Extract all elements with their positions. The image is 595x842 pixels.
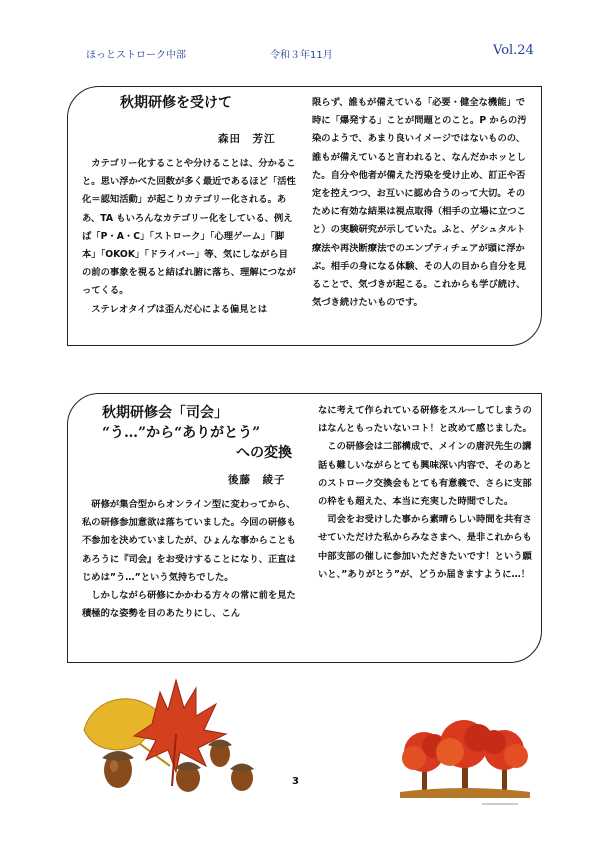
- page-header: [0, 38, 595, 62]
- acorn-icon: [208, 740, 232, 768]
- page-number: 3: [292, 776, 299, 787]
- article-1-left-para-2: ステレオタイプは歪んだ心による偏見とは: [91, 303, 268, 315]
- article-1-right-column: [312, 94, 530, 312]
- article-2-title-line-3: への変換: [236, 445, 292, 461]
- article-2-box: [67, 393, 542, 663]
- article-2-right-para-3: 司会をお受けした事から素晴らしい時間を共有させていただけた私からみなさまへ、是非これからも中部支部の催しに参加いただきたいです！という願いと、”ありがとう”が、どうか届きますように…！: [318, 514, 532, 580]
- article-2-right-column: [318, 402, 532, 584]
- article-2-author: 後藤 綾子: [228, 474, 286, 486]
- red-tree-icon: [482, 730, 528, 790]
- header-org: ほっとストローク中部: [86, 50, 186, 61]
- article-1-box: [67, 86, 542, 346]
- article-1-right-para-1: 限らず、誰もが備えている「必要・健全な機能」で時に「爆発する」ことが問題とのこと。P からの汚染のようで、あまり良いイメージではないものの、誰もが備えていると言われると、なんだかホッとした。自分や他者が備えた汚染を受け止め、訂正や否定を控えつつ、お互いに認め合うのって大切。そのために有効な結果は視点取得（相手の立場に立つこと）の実験研究が示していた。ふと、ゲシュタルト療法や再決断療法でのエンプティチェアが頭に浮かぶ。相手の身になる体験、その人の目から自分を見ることで、気づきが起こる。これからも学び続け、気づき続けたいものです。: [312, 97, 527, 309]
- header-date: 令和３年11月: [270, 50, 333, 61]
- header-volume: Vol.24: [493, 43, 534, 58]
- article-1-author: 森田 芳江: [218, 133, 276, 145]
- article-1-left-para-1: カテゴリー化することや分けることは、分かること。思い浮かべた回数が多く最近であるほど「活性化＝認知活動」が起こりカテゴリー化される。ああ、TA もいろんなカテゴリー化をしている、例えば「P・A・C」「ストローク」「心理ゲーム」「脚本」「OKOK」「ドライバー」等、気にしながら目の前の事象を視ると結ばれ腑に落ち、理解につながってくる。: [82, 158, 296, 297]
- autumn-leaves-acorns-illustration: [80, 674, 260, 794]
- article-1-title: 秋期研修を受けて: [120, 95, 232, 111]
- article-2-left-para-1: 研修が集合型からオンライン型に変わってから、私の研修参加意欲は落ちていました。今回の研修も不参加を決めていましたが、ひょんな事からこともあろうに『司会』をお受けすることになり、正直はじめは”う…”という気持ちでした。: [82, 499, 296, 583]
- article-2-right-para-1: なに考えて作られている研修をスルーしてしまうのはなんともったいないコト！と改めて感じました。: [318, 405, 532, 435]
- article-2-title-line-2: “う…”から“ありがとう”: [102, 425, 261, 441]
- article-2-left-para-2: しかしながら研修にかかわる方々の常に前を見た積極的な姿勢を目のあたりにし、こん: [82, 590, 296, 620]
- acorn-icon: [230, 764, 254, 792]
- article-2-left-column: [82, 496, 296, 623]
- acorn-icon: [102, 751, 134, 788]
- article-2-right-para-2: この研修会は二部構成で、メインの唐沢先生の講話も難しいながらとても興味深い内容で、そのあとのストローク交換会もとても有意義で、さらに支部の枠をも超えた、本当に充実した時間でした。: [318, 441, 532, 508]
- article-1-left-column: [82, 155, 296, 319]
- red-autumn-trees-illustration: [400, 712, 530, 812]
- article-2-title-line-1: 秋期研修会「司会」: [102, 405, 228, 421]
- acorn-icon: [175, 762, 201, 792]
- red-tree-icon: [436, 720, 492, 792]
